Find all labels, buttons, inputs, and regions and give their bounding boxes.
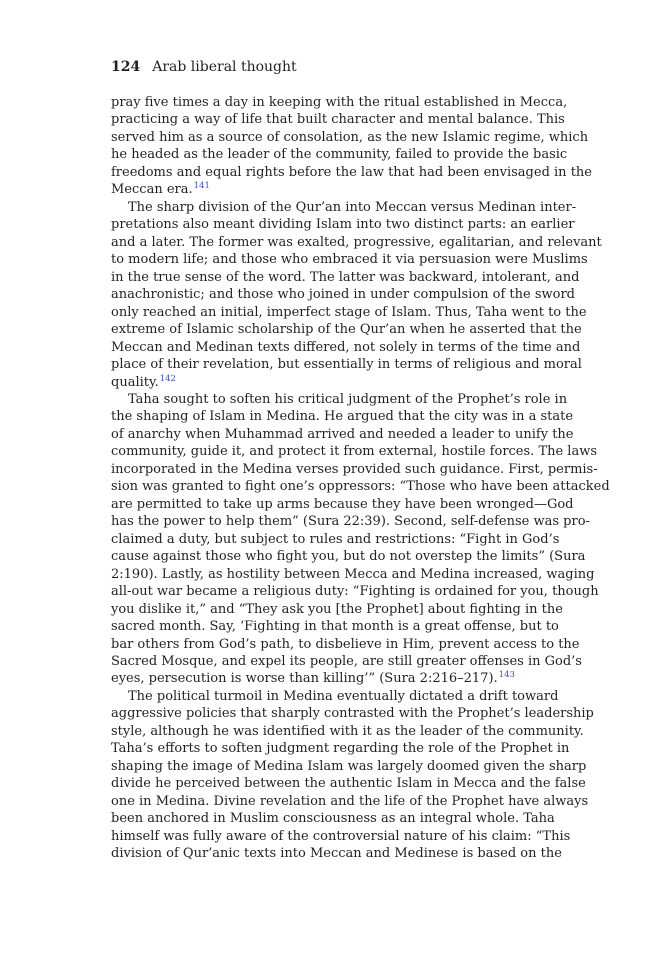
line-text: incorporated in the Medina verses provided such guidance. First, permis- [111, 461, 598, 477]
line-text: you dislike it,” and “They ask you [the Prophet] about fighting in the [111, 601, 563, 617]
footnote-marker[interactable]: 141 [193, 181, 210, 192]
text-line [111, 513, 590, 530]
line-text: one in Medina. Divine revelation and the life of the Prophet have always [111, 793, 589, 809]
line-text: sion was granted to fight one’s oppressors: “Those who have been attacked [111, 479, 610, 495]
line-text: Taha sought to soften his critical judgment of the Prophet’s role in [128, 391, 568, 407]
text-line [111, 705, 594, 722]
text-line [111, 461, 598, 478]
line-text: all-out war became a religious duty: “Fighting is ordained for you, though [111, 584, 599, 600]
text-line [111, 304, 587, 321]
text-line [111, 129, 589, 146]
line-text: aggressive policies that sharply contrasted with the Prophet’s leadership [111, 706, 594, 722]
text-line [111, 111, 565, 128]
paragraph [111, 199, 602, 391]
line-text: Meccan and Medinan texts differed, not solely in terms of the time and [111, 339, 581, 355]
text-line [111, 793, 589, 810]
text-line [111, 321, 582, 338]
line-text: quality. [111, 374, 159, 390]
text-line [111, 478, 610, 495]
line-text: divide he perceived between the authentic Islam in Mecca and the false [111, 776, 586, 792]
line-text: shaping the image of Medina Islam was largely doomed given the sharp [111, 758, 587, 774]
line-text: community, guide it, and protect it from external, hostile forces. The laws [111, 444, 598, 460]
text-line [111, 339, 581, 356]
line-text: the shaping of Islam in Medina. He argued that the city was in a state [111, 409, 574, 425]
line-text: division of Qur’anic texts into Meccan and Medinese is based on the [111, 846, 562, 862]
body-text [111, 94, 610, 863]
paragraph [111, 688, 594, 863]
running-head-title: Arab liberal thought [152, 59, 297, 75]
line-text: 2:190). Lastly, as hostility between Mecca and Medina increased, waging [111, 566, 595, 582]
line-text: style, although he was identified with it as the leader of the community. [111, 723, 584, 739]
page-number: 124 [111, 59, 141, 75]
text-line [111, 670, 553, 687]
text-line [111, 653, 582, 670]
text-line [111, 723, 584, 740]
line-text: freedoms and equal rights before the law that had been envisaged in the [111, 164, 592, 180]
footnote-marker[interactable]: 142 [159, 373, 176, 384]
text-line [111, 94, 568, 111]
line-text: pray five times a day in keeping with the ritual established in Mecca, [111, 95, 568, 110]
line-text: and a later. The former was exalted, progressive, egalitarian, and relevant [111, 234, 602, 250]
text-line [111, 601, 563, 618]
text-line [111, 828, 571, 845]
line-text: Meccan era. [111, 182, 193, 198]
line-text: bar others from God’s path, to disbelieve in Him, prevent access to the [111, 636, 580, 652]
text-line [111, 548, 586, 565]
text-line [111, 234, 602, 251]
text-line [111, 531, 560, 548]
text-line [111, 496, 574, 513]
text-line [111, 391, 568, 408]
paragraph [111, 94, 592, 199]
line-text: he headed as the leader of the community, failed to provide the basic [111, 147, 568, 163]
text-line [111, 181, 553, 198]
line-text: are permitted to take up arms because they have been wronged—God [111, 496, 574, 512]
line-text: himself was fully aware of the controversial nature of his claim: “This [111, 828, 571, 844]
text-line [111, 775, 586, 792]
text-line [111, 251, 588, 268]
running-head [111, 58, 297, 76]
line-text: sacred month. Say, ‘Fighting in that month is a great offense, but to [111, 619, 559, 635]
text-line [111, 688, 559, 705]
text-line [111, 636, 580, 653]
text-line [111, 374, 553, 391]
text-line [111, 426, 574, 443]
text-line [111, 216, 575, 233]
line-text: only reached an initial, imperfect stage of Islam. Thus, Taha went to the [111, 304, 587, 320]
line-text: practicing a way of life that built character and mental balance. This [111, 112, 565, 128]
text-line [111, 286, 576, 303]
line-text: anachronistic; and those who joined in under compulsion of the sword [111, 287, 576, 303]
line-text: Sacred Mosque, and expel its people, are still greater offenses in God’s [111, 654, 582, 669]
text-line [111, 146, 568, 163]
line-text: been anchored in Muslim consciousness as an integral whole. Taha [111, 811, 555, 827]
line-text: claimed a duty, but subject to rules and restrictions: “Fight in God’s [111, 531, 560, 547]
line-text: to modern life; and those who embraced it via persuasion were Muslims [111, 252, 588, 268]
text-line [111, 758, 587, 775]
line-text: of anarchy when Muhammad arrived and needed a leader to unify the [111, 426, 574, 442]
text-line [111, 408, 574, 425]
line-text: eyes, persecution is worse than killing’” (Sura 2:216–217). [111, 671, 498, 687]
line-text: Taha’s efforts to soften judgment regarding the role of the Prophet in [111, 741, 570, 757]
text-line [111, 618, 559, 635]
line-text: served him as a source of consolation, as the new Islamic regime, which [111, 129, 589, 145]
text-line [111, 845, 562, 862]
text-line [111, 356, 582, 373]
line-text: pretations also meant dividing Islam into two distinct parts: an earlier [111, 217, 575, 233]
text-line [111, 199, 577, 216]
paragraph [111, 391, 610, 688]
line-text: extreme of Islamic scholarship of the Qur’an when he asserted that the [111, 322, 582, 338]
text-line [111, 443, 598, 460]
line-text: has the power to help them” (Sura 22:39). Second, self-defense was pro- [111, 514, 590, 530]
line-text: The political turmoil in Medina eventually dictated a drift toward [128, 688, 559, 704]
text-line [111, 740, 570, 757]
text-line [111, 164, 592, 181]
text-line [111, 583, 599, 600]
line-text: in the true sense of the word. The latter was backward, intolerant, and [111, 269, 580, 285]
text-line [111, 566, 595, 583]
footnote-marker[interactable]: 143 [498, 670, 515, 681]
line-text: place of their revelation, but essentially in terms of religious and moral [111, 357, 582, 373]
text-line [111, 810, 553, 827]
text-line [111, 269, 580, 286]
line-text: cause against those who fight you, but do not overstep the limits” (Sura [111, 549, 586, 565]
line-text: The sharp division of the Qur’an into Meccan versus Medinan inter- [128, 199, 577, 215]
